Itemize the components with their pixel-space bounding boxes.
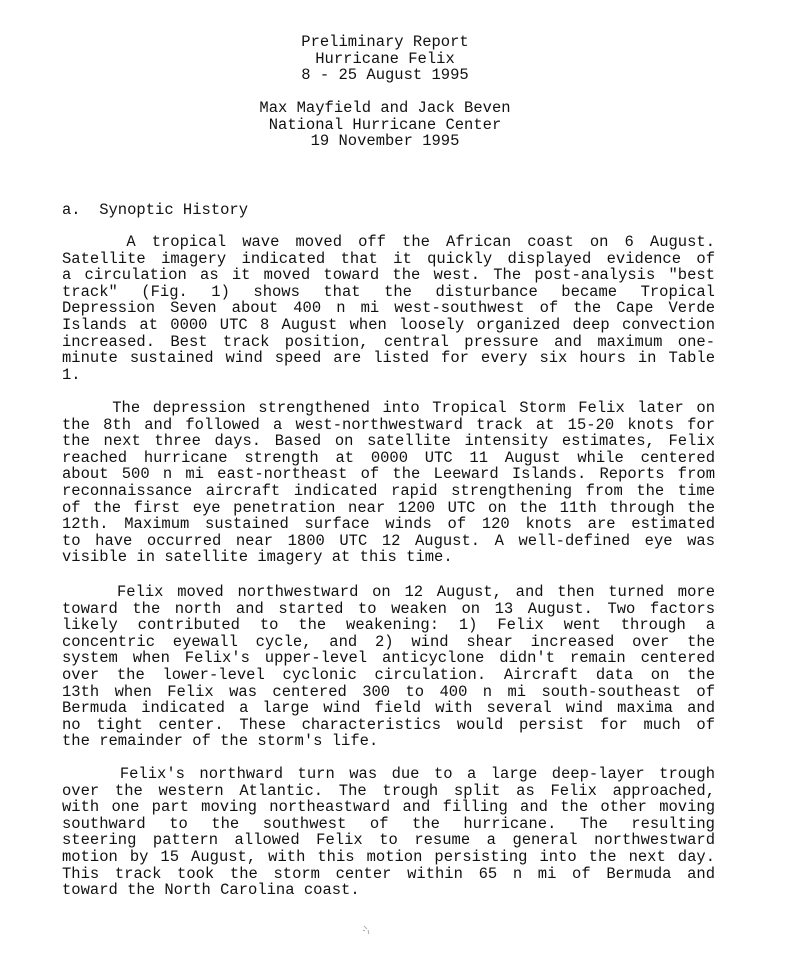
paragraph-line: A tropical wave moved off the African coast on 6 August.	[62, 234, 715, 251]
paragraph-line: with one part moving northeastward and filling and the other moving	[62, 799, 715, 816]
paragraph-line: track" (Fig. 1) shows that the disturbance became Tropical	[62, 283, 715, 301]
paragraph-line: over the western Atlantic. The trough split as Felix approached,	[62, 782, 715, 800]
paragraph-line: over the lower-level cyclonic circulation. Aircraft data on the	[62, 666, 715, 684]
report-title: Preliminary Report	[301, 33, 469, 51]
paragraph-line: Depression Seven about 400 n mi west-southwest of the Cape Verde	[62, 300, 715, 317]
paragraph-line: to have occurred near 1800 UTC 12 August. A well-defined eye was	[62, 532, 715, 550]
paragraph-line: southward to the southwest of the hurricane. The resulting	[62, 815, 715, 833]
paragraph-line: Satellite imagery indicated that it quickly displayed evidence of	[62, 250, 715, 268]
paragraph-line: about 500 n mi east-northeast of the Leeward Islands. Reports from	[62, 466, 715, 483]
paragraph	[62, 234, 715, 383]
section-heading: a. Synoptic History	[62, 201, 249, 219]
report-title-block	[0, 34, 770, 84]
paragraph-line: 12th. Maximum sustained surface winds of 120 knots are estimated	[62, 516, 715, 533]
storm-name: Hurricane Felix	[315, 49, 455, 68]
paragraph-line: The depression strengthened into Tropical Storm Felix later on	[62, 400, 715, 417]
paragraph-line: reconnaissance aircraft indicated rapid strengthening from the time	[62, 482, 715, 500]
storm-dates: 8 - 25 August 1995	[301, 66, 469, 84]
paragraph-line: visible in satellite imagery at this time.	[62, 549, 453, 566]
paragraph-line: no tight center. These characteristics would persist for much of	[62, 716, 715, 734]
paragraph-line: toward the north and started to weaken on 13 August. Two factors	[62, 600, 715, 618]
paragraph-line: increased. Best track position, central pressure and maximum one-	[62, 333, 715, 351]
paragraph	[62, 400, 715, 566]
paragraph-line: Bermuda indicated a large wind field with several wind maxima and	[62, 700, 715, 717]
paragraph-line: Islands at 0000 UTC 8 August when loosely organized deep convection	[62, 316, 715, 334]
paragraph-line: motion by 15 August, with this motion persisting into the next day.	[62, 848, 715, 866]
paragraph-line: 1.	[62, 366, 81, 384]
paragraph-line: likely contributed to the weakening: 1) Felix went through a	[62, 617, 715, 634]
paragraph-line: steering pattern allowed Felix to resume a general northwestward	[62, 832, 715, 849]
paragraph-line: system when Felix's upper-level anticyclone didn't remain centered	[62, 650, 715, 667]
paragraph-line: a circulation as it moved toward the west. The post-analysis "best	[62, 267, 715, 284]
paragraph	[62, 584, 715, 750]
paragraph-line: toward the North Carolina coast.	[62, 882, 360, 899]
authors: Max Mayfield and Jack Beven	[259, 99, 511, 117]
paragraph-line: the next three days. Based on satellite intensity estimates, Felix	[62, 433, 715, 450]
paragraph-line: the 8th and followed a west-northwestward track at 15-20 knots for	[62, 416, 715, 434]
paragraph-line: This track took the storm center within 65 n mi of Bermuda and	[62, 865, 715, 883]
paragraph-line: minute sustained wind speed are listed for every six hours in Table	[62, 350, 715, 367]
report-date: 19 November 1995	[310, 132, 460, 150]
organization: National Hurricane Center	[268, 115, 502, 134]
paragraph-line: Felix's northward turn was due to a large deep-layer trough	[62, 766, 715, 783]
scan-speck-mark	[362, 924, 372, 936]
paragraph-line: reached hurricane strength at 0000 UTC 11 August while centered	[62, 449, 715, 467]
paragraph	[62, 766, 715, 899]
paragraph-line: of the first eye penetration near 1200 UTC on the 11th through the	[62, 499, 715, 517]
paragraph-line: concentric eyewall cycle, and 2) wind shear increased over the	[62, 633, 715, 651]
paragraph-line: 13th when Felix was centered 300 to 400 n mi south-southeast of	[62, 683, 715, 701]
paragraph-line: the remainder of the storm's life.	[62, 733, 379, 750]
author-block	[0, 100, 770, 150]
paragraph-line: Felix moved northwestward on 12 August, and then turned more	[62, 584, 715, 601]
